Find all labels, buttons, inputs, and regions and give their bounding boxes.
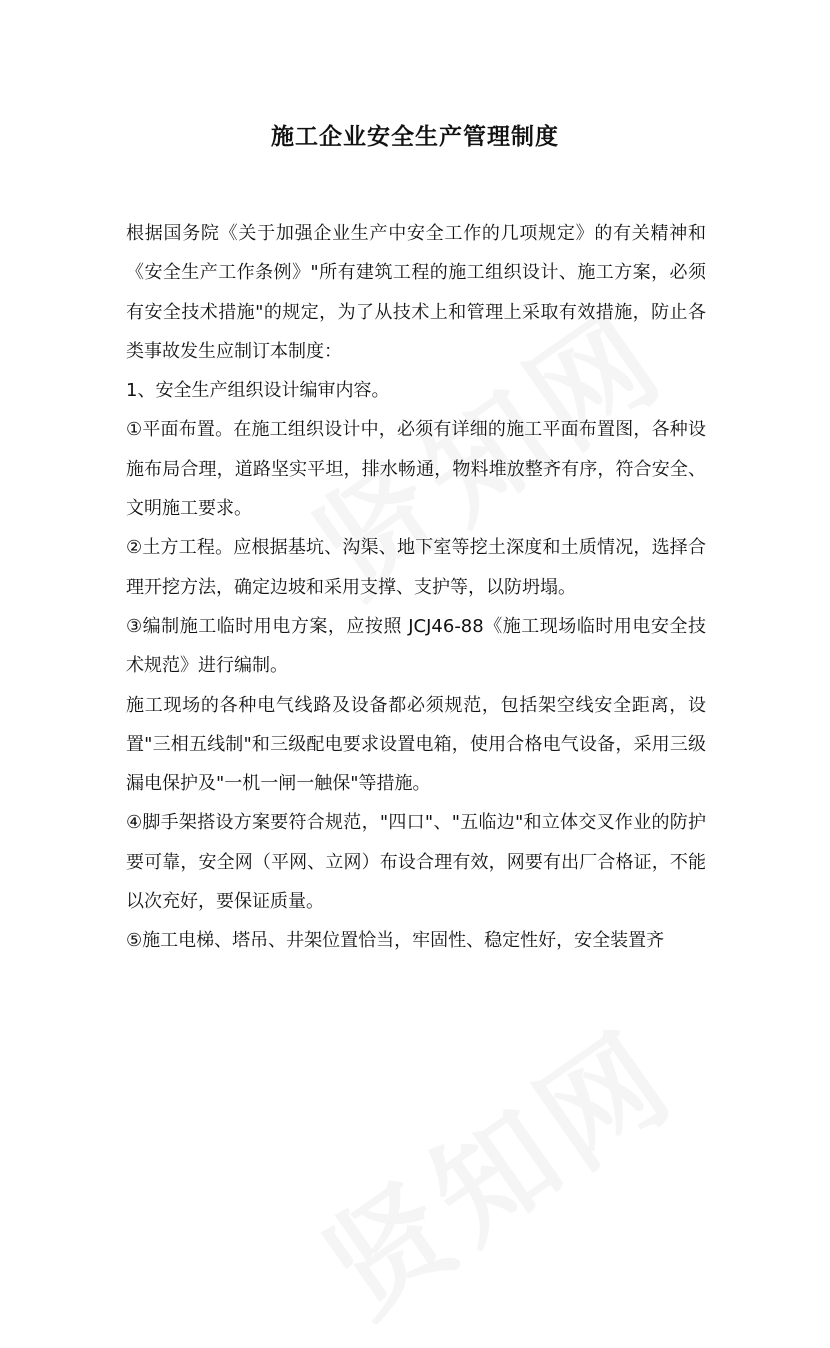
document-body (126, 214, 706, 961)
paragraph-section-1: 1、安全生产组织设计编审内容。 (126, 380, 390, 402)
paragraph-item-3: ③编制施工临时用电方案，应按照 JCJ46-88《施工现场临时用电安全技术规范》进行编制。 (126, 615, 706, 677)
paragraph-electrical: 施工现场的各种电气线路及设备都必须规范，包括架空线安全距离，设置"三相五线制"和三级配电要求设置电箱，使用合格电气设备，采用三级漏电保护及"一机一闸一触保"等措施。 (126, 694, 706, 795)
paragraph-item-1: ①平面布置。在施工组织设计中，必须有详细的施工平面布置图，各种设施布局合理，道路坚实平坦，排水畅通，物料堆放整齐有序，符合安全、文明施工要求。 (126, 419, 706, 520)
watermark (286, 984, 704, 1348)
paragraph-item-5: ⑤施工电梯、塔吊、井架位置恰当，牢固性、稳定性好，安全装置齐 (126, 930, 665, 952)
paragraph-item-4: ④脚手架搭设方案要符合规范，"四口"、"五临边"和立体交叉作业的防护要可靠，安全网（平网、立网）布设合理有效，网要有出厂合格证，不能以次充好，要保证质量。 (126, 812, 706, 913)
paragraph-intro: 根据国务院《关于加强企业生产中安全工作的几项规定》的有关精神和《安全生产工作条例》"所有建筑工程的施工组织设计、施工方案，必须有安全技术措施"的规定，为了从技术上和管理上采取有效措施，防止各类事故发生应制订本制度： (126, 223, 706, 362)
paragraph-item-2: ②土方工程。应根据基坑、沟渠、地下室等挖土深度和土质情况，选择合理开挖方法，确定边坡和采用支撑、支护等，以防坍塌。 (126, 537, 706, 598)
document-title: 施工企业安全生产管理制度 (271, 124, 559, 150)
